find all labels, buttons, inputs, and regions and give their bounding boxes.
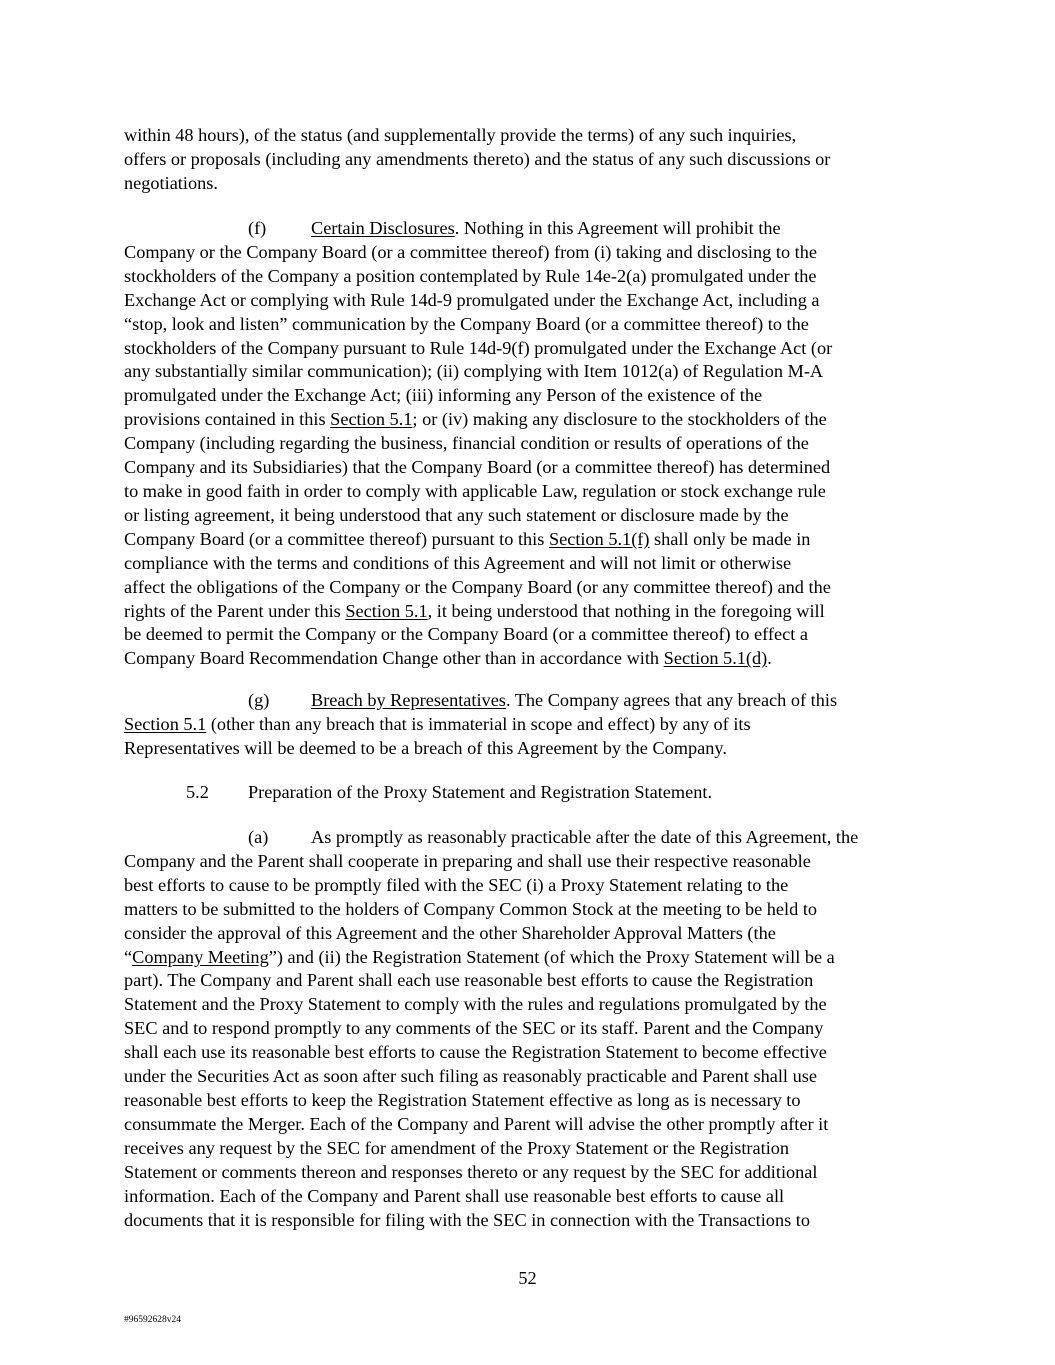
text-run: Company Board (or a committee thereof) pursuant to this: [124, 528, 549, 549]
text-line: under the Securities Act as soon after such filing as reasonably practicable and Parent shall use: [124, 1066, 817, 1087]
clause-label: (f): [248, 218, 267, 238]
section-reference: Section 5.1: [124, 713, 207, 734]
text-run: “: [124, 946, 133, 967]
text-line: reasonable best efforts to keep the Registration Statement effective as long as is necessary to: [124, 1089, 801, 1110]
text-line: [124, 713, 944, 737]
text-line: Company and the Parent shall cooperate in preparing and shall use their respective reasonable: [124, 850, 811, 871]
text-run: . The Company agrees that any breach of this: [505, 690, 838, 710]
text-line: be deemed to permit the Company or the Company Board (or a committee thereof) to effect a: [124, 624, 808, 645]
text-line: consider the approval of this Agreement and the other Shareholder Approval Matters (the: [124, 922, 776, 943]
section-reference: Section 5.1(d): [663, 648, 768, 669]
text-run: . Nothing in this Agreement will prohibit the: [454, 218, 781, 238]
paragraph-a-proxy-statement: [124, 826, 944, 1232]
section-reference: Section 5.1: [345, 600, 428, 621]
text-line: Exchange Act or complying with Rule 14d-9 promulgated under the Exchange Act, including a: [124, 289, 820, 310]
text-run: rights of the Parent under this: [124, 600, 346, 621]
text-line: Company (including regarding the business, financial condition or results of operations of the: [124, 433, 809, 454]
text-line: [124, 528, 944, 552]
text-run: , it being understood that nothing in the foregoing will: [427, 600, 825, 621]
text-run: .: [767, 648, 772, 669]
section-title: Preparation of the Proxy Statement and Registration Statement.: [248, 782, 713, 802]
text-line: part). The Company and Parent shall each use reasonable best efforts to cause the Registration: [124, 970, 814, 991]
text-line: [124, 781, 944, 805]
text-line: within 48 hours), of the status (and supplementally provide the terms) of any such inquiries,: [124, 125, 797, 145]
paragraph-f-certain-disclosures: [124, 217, 944, 671]
text-line: best efforts to cause to be promptly filed with the SEC (i) a Proxy Statement relating to the: [124, 874, 789, 895]
text-line: offers or proposals (including any amendments thereto) and the status of any such discussions or: [124, 148, 831, 169]
defined-term: Company Meeting: [132, 946, 269, 967]
text-line: to make in good faith in order to comply with applicable Law, regulation or stock exchange rule: [124, 480, 826, 501]
text-line: information. Each of the Company and Parent shall use reasonable best efforts to cause all: [124, 1185, 785, 1206]
page-number: 52: [518, 1268, 537, 1288]
text-run: shall only be made in: [649, 528, 811, 549]
text-line: stockholders of the Company a position contemplated by Rule 14e-2(a) promulgated under the: [124, 265, 817, 286]
text-line: Company and its Subsidiaries) that the Company Board (or a committee thereof) has determined: [124, 457, 831, 478]
text-line: Representatives will be deemed to be a breach of this Agreement by the Company.: [124, 737, 727, 758]
text-line: “stop, look and listen” communication by the Company Board (or a committee thereof) to the: [124, 313, 809, 334]
text-line: matters to be submitted to the holders of Company Common Stock at the meeting to be held to: [124, 898, 818, 919]
text-run: (other than any breach that is immaterial in scope and effect) by any of its: [206, 713, 751, 734]
clause-heading: Breach by Representatives: [311, 690, 506, 710]
text-run: ”) and (ii) the Registration Statement (of which the Proxy Statement will be a: [268, 946, 835, 967]
text-line: consummate the Merger. Each of the Company and Parent will advise the other promptly after it: [124, 1113, 829, 1134]
text-line: Company or the Company Board (or a committee thereof) from (i) taking and disclosing to the: [124, 241, 817, 262]
paragraph-g-breach-by-representatives: [124, 689, 944, 761]
section-5-2-heading: [124, 781, 944, 805]
clause-heading: Certain Disclosures: [311, 218, 455, 238]
text-line: Statement or comments thereon and responses thereto or any request by the SEC for additional: [124, 1161, 818, 1182]
text-line: [124, 946, 944, 970]
paragraph-continuation: [124, 124, 944, 196]
text-line: stockholders of the Company pursuant to Rule 14d-9(f) promulgated under the Exchange Act (or: [124, 337, 833, 358]
clause-label: (a): [248, 827, 269, 847]
text-line: [124, 689, 944, 713]
text-line: documents that it is responsible for filing with the SEC in connection with the Transactions to: [124, 1209, 810, 1230]
text-run: Company Board Recommendation Change other than in accordance with: [124, 648, 664, 669]
text-line: promulgated under the Exchange Act; (iii) informing any Person of the existence of the: [124, 385, 763, 406]
text-run: As promptly as reasonably practicable after the date of this Agreement, the: [311, 827, 859, 847]
text-line: shall each use its reasonable best efforts to cause the Registration Statement to become effective: [124, 1042, 827, 1063]
text-line: [124, 408, 944, 432]
section-reference: Section 5.1(f): [548, 528, 650, 549]
text-line: [124, 217, 944, 241]
document-id: #96592628v24: [124, 1315, 181, 1325]
section-reference: Section 5.1: [330, 409, 413, 430]
text-line: negotiations.: [124, 172, 218, 193]
text-line: any substantially similar communication); (ii) complying with Item 1012(a) of Regulation M-A: [124, 361, 824, 382]
text-line: receives any request by the SEC for amendment of the Proxy Statement or the Registration: [124, 1137, 790, 1158]
clause-label: (g): [248, 690, 270, 710]
section-number: 5.2: [186, 782, 209, 802]
text-line: affect the obligations of the Company or the Company Board (or any committee thereof) and the: [124, 576, 831, 597]
text-line: Statement and the Proxy Statement to comply with the rules and regulations promulgated by the: [124, 994, 827, 1015]
text-line: [124, 647, 944, 671]
text-line: [124, 826, 944, 850]
text-line: SEC and to respond promptly to any comments of the SEC or its staff. Parent and the Company: [124, 1018, 824, 1039]
text-run: provisions contained in this: [124, 409, 331, 430]
text-line: or listing agreement, it being understood that any such statement or disclosure made by the: [124, 504, 789, 525]
text-run: ; or (iv) making any disclosure to the stockholders of the: [412, 409, 827, 430]
text-line: [124, 600, 944, 624]
text-line: compliance with the terms and conditions of this Agreement and will not limit or otherwise: [124, 552, 792, 573]
